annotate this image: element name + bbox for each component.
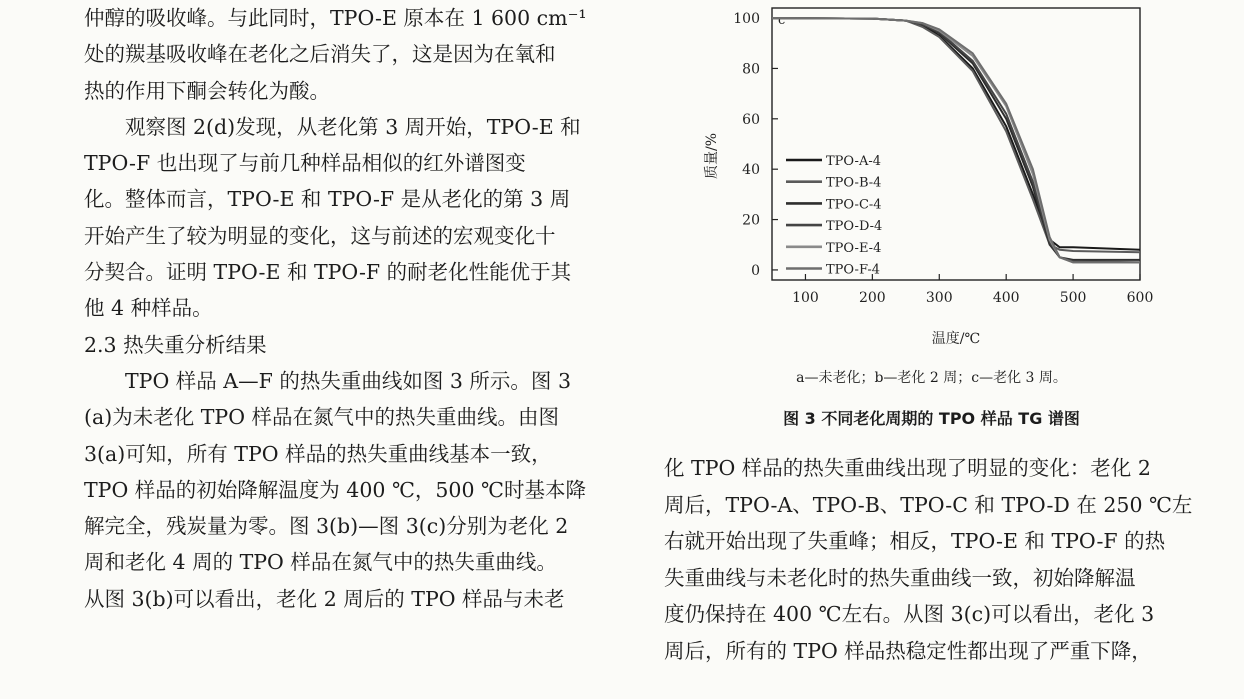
y-tick-label: 40 — [742, 162, 760, 179]
text-line: 周后，所有的 TPO 样品热稳定性都出现了严重下降， — [664, 638, 1152, 663]
x-tick-label: 300 — [925, 290, 953, 306]
text-line: 分契合。证明 TPO-E 和 TPO-F 的耐老化性能优于其 — [84, 260, 572, 285]
x-tick-label: 100 — [792, 290, 819, 306]
text-line: 开始产生了较为明显的变化，这与前述的宏观变化十 — [84, 223, 556, 248]
text-line: 度仍保持在 400 ℃左右。从图 3(c)可以看出，老化 3 — [664, 602, 1155, 627]
figure-caption: 图 3 不同老化周期的 TPO 样品 TG 谱图 — [783, 409, 1080, 428]
text-line: 化。整体而言，TPO-E 和 TPO-F 是从老化的第 3 周 — [84, 187, 571, 212]
text-line: 热的作用下酮会转化为酸。 — [84, 78, 330, 103]
legend-label: TPO-E-4 — [826, 240, 882, 256]
x-tick-label: 400 — [992, 290, 1020, 306]
text-line: 解完全，残炭量为零。图 3(b)—图 3(c)分别为老化 2 — [84, 514, 569, 539]
figure-subcaption: a—未老化；b—老化 2 周；c—老化 3 周。 — [796, 370, 1067, 386]
tg-chart — [690, 0, 1210, 360]
text-line: 周后，TPO-A、TPO-B、TPO-C 和 TPO-D 在 250 ℃左 — [664, 492, 1193, 517]
text-line: 从图 3(b)可以看出，老化 2 周后的 TPO 样品与未老 — [84, 586, 565, 611]
x-tick-label: 600 — [1126, 290, 1154, 306]
text-line: 周和老化 4 周的 TPO 样品在氮气中的热失重曲线。 — [84, 550, 557, 575]
text-line: TPO 样品 A—F 的热失重曲线如图 3 所示。图 3 — [125, 368, 571, 393]
legend-label: TPO-F-4 — [826, 262, 881, 278]
text-line: 右就开始出现了失重峰；相反，TPO-E 和 TPO-F 的热 — [664, 529, 1166, 554]
section-heading: 2.3 热失重分析结果 — [84, 332, 267, 357]
text-line: 3(a)可知，所有 TPO 样品的热失重曲线基本一致， — [84, 441, 552, 466]
y-tick-label: 20 — [742, 212, 760, 229]
text-line: 处的羰基吸收峰在老化之后消失了，这是因为在氧和 — [84, 42, 556, 67]
text-line: TPO-F 也出现了与前几种样品相似的红外谱图变 — [84, 151, 526, 176]
text-line: 他 4 种样品。 — [84, 296, 213, 321]
legend-label: TPO-D-4 — [826, 219, 883, 235]
y-tick-label: 0 — [751, 262, 760, 279]
panel-label: c — [778, 13, 786, 28]
text-line: 失重曲线与未老化时的热失重曲线一致，初始降解温 — [664, 565, 1136, 590]
text-line: 仲醇的吸收峰。与此同时，TPO-E 原本在 1 600 cm⁻¹ — [84, 6, 587, 30]
legend-label: TPO-C-4 — [826, 197, 882, 213]
text-line: (a)为未老化 TPO 样品在氮气中的热失重曲线。由图 — [84, 405, 560, 430]
x-tick-label: 500 — [1059, 290, 1087, 306]
left-column — [84, 0, 624, 617]
x-axis-label: 温度/℃ — [931, 331, 981, 347]
text-line: 观察图 2(d)发现，从老化第 3 周开始，TPO-E 和 — [125, 114, 581, 139]
legend-label: TPO-B-4 — [826, 175, 882, 191]
y-tick-label: 80 — [742, 61, 760, 78]
legend-label: TPO-A-4 — [826, 154, 881, 169]
right-column — [664, 450, 1199, 670]
x-tick-label: 200 — [858, 290, 886, 306]
y-tick-label: 100 — [733, 11, 760, 28]
text-line: 化 TPO 样品的热失重曲线出现了明显的变化：老化 2 — [664, 456, 1151, 480]
series-line-tpo-b-4 — [772, 18, 1140, 252]
y-tick-label: 60 — [742, 111, 760, 128]
y-axis-label: 质量/% — [704, 132, 720, 180]
text-line: TPO 样品的初始降解温度为 400 ℃，500 ℃时基本降 — [84, 477, 586, 502]
